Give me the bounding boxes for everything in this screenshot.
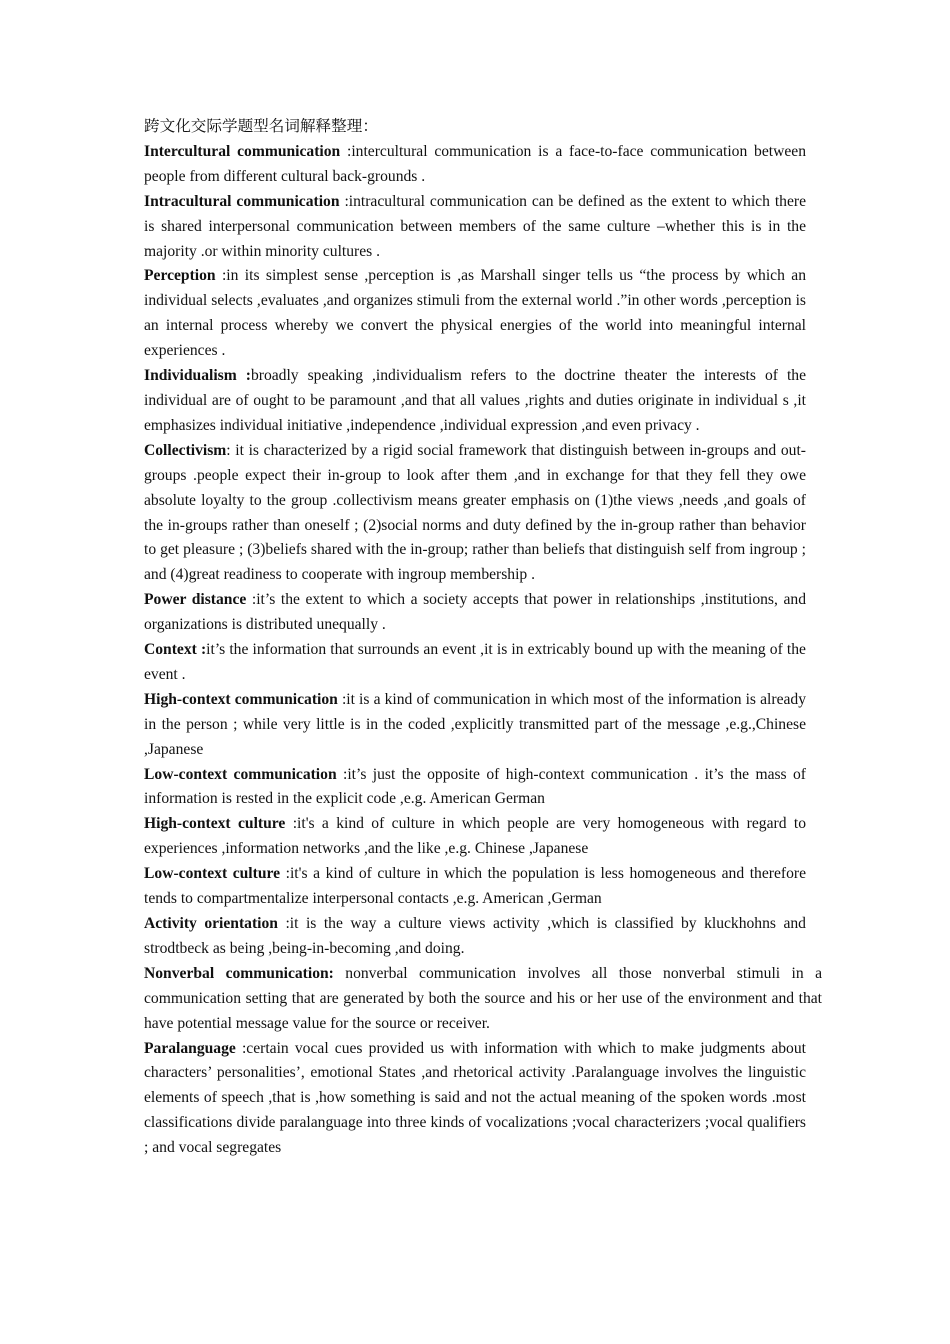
glossary-term: Low-context culture: [144, 865, 281, 883]
glossary-term: High-context communication: [144, 690, 338, 708]
glossary-term: Activity orientation: [144, 915, 278, 932]
glossary-definition: :it's a kind of culture in which people are very homogeneous with regard to experiences ,information networks ,and the like ,e.g. Chinese ,Japanese: [144, 815, 806, 858]
glossary-definition: : it is characterized by a rigid social framework that distinguish between in-groups and out-groups .people expect their in-group to look after them ,and in exchange for that they fell they owe absolute loyalty to the group .collectivism means greater emphasis on (1)the views ,needs ,and goals of the in-groups rather than oneself ; (2)social norms and duty defined by the in-group rather than behavior to get pleasure ; (3)beliefs shared with the in-group; rather than beliefs that distinguish self from ingroup ; and (4)great readiness to cooperate with ingroup membership .: [144, 441, 806, 584]
glossary-term: Power distance: [144, 591, 247, 609]
glossary-term: Perception: [144, 267, 216, 285]
glossary-term: Context :: [144, 641, 207, 659]
glossary-entry: [144, 364, 806, 439]
glossary-definition: broadly speaking ,individualism refers to the doctrine theater the interests of the individual are of ought to be paramount ,and that all values ,rights and duties originate in individual s ,it emphasizes individual initiative ,independence ,individual expression ,and even privacy .: [144, 367, 806, 434]
glossary-term: Paralanguage: [144, 1039, 236, 1057]
glossary-entry: [144, 190, 806, 265]
glossary-definition: it’s the information that surrounds an event ,it is in extricably bound up with the meaning of the event .: [144, 641, 806, 683]
glossary-entry: [144, 862, 806, 912]
glossary-entry: [144, 912, 806, 962]
glossary-term: Nonverbal communication:: [144, 964, 334, 982]
glossary-entry: [144, 1037, 806, 1162]
glossary-definition: :it is a kind of communication in which most of the information is already in the person ; while very little is in the coded ,explicitly transmitted part of the message ,e.g.,Chinese ,Japanese: [144, 690, 807, 758]
glossary-definition: nonverbal communication involves all those nonverbal stimuli in a communication setting that are generated by both the source and his or her use of the environment and that have potential message value for the source or receiver.: [144, 964, 823, 1032]
glossary-term: High-context culture: [144, 815, 286, 833]
glossary-entry: [144, 264, 806, 364]
glossary-entry: [144, 439, 806, 588]
document-page: [144, 115, 823, 1161]
glossary-term: Collectivism: [144, 441, 227, 459]
glossary-entry: [144, 812, 806, 862]
glossary-term: Low-context communication: [144, 765, 337, 783]
document-title: 跨文化交际学题型名词解释整理：: [144, 118, 378, 135]
glossary-definition: :it is the way a culture views activity ,which is classified by kluckhohns and strodtbeck as being ,being-in-becoming ,and doing.: [144, 915, 806, 957]
glossary-definition: :it’s just the opposite of high-context communication . it’s the mass of information is rested in the explicit code ,e.g. American German: [144, 765, 806, 808]
glossary-term: Intercultural communication: [144, 142, 341, 160]
glossary-term: Intracultural communication: [144, 192, 340, 210]
glossary-definition: :it’s the extent to which a society accepts that power in relationships ,institutions, and organizations is distributed unequally .: [144, 591, 806, 634]
glossary-entry: [144, 638, 806, 688]
glossary-entry: [144, 763, 806, 813]
glossary-entry: [144, 588, 806, 638]
glossary-definition: :it's a kind of culture in which the population is less homogeneous and therefore tends to compartmentalize interpersonal contacts ,e.g. American ,German: [144, 865, 806, 908]
glossary-definition: :intracultural communication can be defined as the extent to which there is shared interpersonal communication between members of the same culture –whether this is in the majority .or within minority cultures .: [144, 192, 806, 260]
glossary-list: [144, 140, 823, 1161]
glossary-term: Individualism :: [144, 367, 251, 385]
glossary-definition: :in its simplest sense ,perception is ,as Marshall singer tells us “the process by which an individual selects ,evaluates ,and organizes stimuli from the external world .”in other words ,perception is an internal process whereby we convert the physical energies of the world into meaningful internal experiences .: [144, 267, 806, 360]
glossary-entry: [144, 140, 806, 190]
glossary-entry: [144, 962, 822, 1037]
glossary-definition: :intercultural communication is a face-to-face communication between people from different cultural back-grounds .: [144, 142, 806, 185]
glossary-entry: [144, 688, 806, 763]
glossary-definition: :certain vocal cues provided us with information with which to make judgments about characters’ personalities’, emotional States ,and rhetorical activity .Paralanguage involves the linguistic elements of speech ,that is ,how something is said and not the actual meaning of the spoken words .most classifications divide paralanguage into three kinds of vocalizations ;vocal characterizers ;vocal qualifiers ; and vocal segregates: [144, 1039, 806, 1157]
